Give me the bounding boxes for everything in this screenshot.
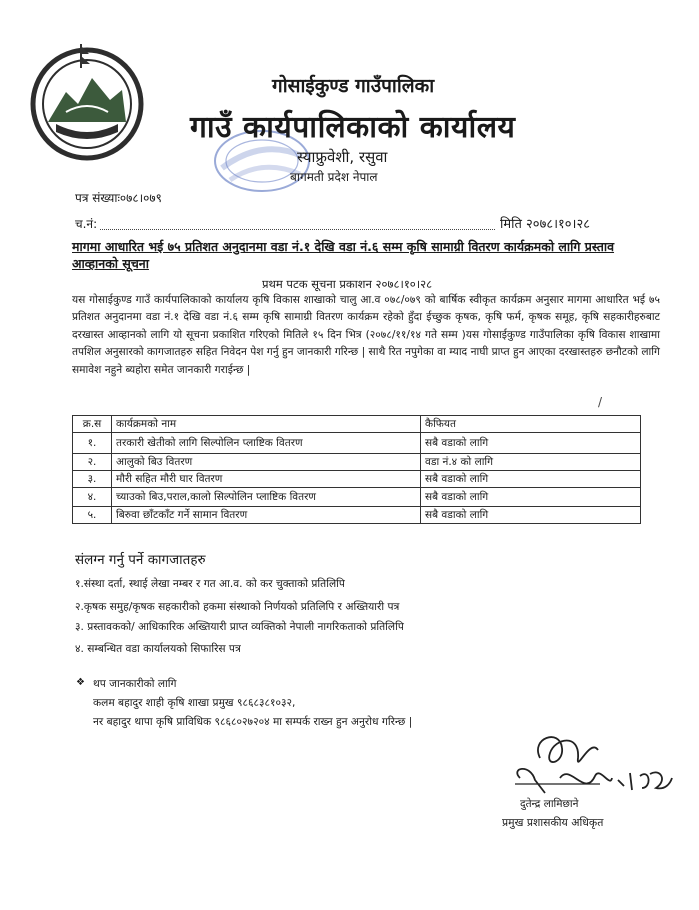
row-remark: सबै वडाको लागि [421, 488, 641, 507]
pen-mark: / [598, 395, 603, 409]
row-remark: सबै वडाको लागि [421, 507, 641, 524]
table-header-remarks: कैफियत [421, 416, 641, 433]
attachment-item: २.कृषक समुह/कृषक सहकारीको हकमा संस्थाको निर्णयको प्रतिलिपि र अख्तियारी पत्र [75, 601, 400, 613]
row-sn: ३. [73, 471, 112, 488]
row-program: च्याउको बिउ,पराल,कालो सिल्पोलिन प्लाष्टिक वितरण [112, 488, 421, 507]
table-row [73, 433, 641, 454]
program-table [72, 415, 641, 524]
row-sn: २. [73, 454, 112, 471]
row-sn: ५. [73, 507, 112, 524]
table-header-program: कार्यक्रमको नाम [112, 416, 421, 433]
notice-body: यस गोसाईकुण्ड गाउँ कार्यपालिकाको कार्यालय कृषि विकास शाखाको चालु आ.व ०७८/०७९ को बार्षिक स्वीकृत कार्यक्रम अनुसार मागमा आधारित भई ७५ प्रतिशत अनुदानमा वडा नं.१ देखि वडा नं.६ सम्म कृषि सामाग्री वितरण कार्यक्रम रहेको हुँदा ईच्छुक कृषक, कृषि फर्म, कृषक समूह, कृषि सहकारीहरुबाट दरखास्त आव्हानको लागि यो सूचना प्रकाशित गरिएको मितिले १५ दिन भित्र (२०७८/११/१४ गते सम्म )यस गोसाईकुण्ड गाउँपालिका कृषि विकास शाखामा तपशिल अनुसारको कागजातहरु सहित निवेदन पेश गर्नु हुन जानकारी गरिन्छ | साथै रित नपुगेका वा म्याद नाघी प्राप्त हुन आएका दरखास्तहरु छनौटको लागि समावेश नहुने ब्यहोरा समेत जानकारी गराईन्छ | [72, 294, 660, 376]
table-row [73, 454, 641, 471]
row-remark: सबै वडाको लागि [421, 471, 641, 488]
attachment-item: १.संस्था दर्ता, स्थाई लेखा नम्बर र गत आ.व. को कर चुक्ताको प्रतिलिपि [75, 578, 345, 590]
dispatch-dotted-line [100, 229, 495, 230]
contact-line: कलम बहादुर शाही कृषि शाखा प्रमुख ९८६८३८१०३२, [93, 697, 296, 709]
table-header-sn: क्र.स [73, 416, 112, 433]
row-remark: वडा नं.४ को लागि [421, 454, 641, 471]
province-name: बागमती प्रदेश नेपाल [290, 170, 378, 184]
office-name: गाउँ कार्यपालिकाको कार्यालय [190, 110, 516, 145]
reference-number: पत्र संख्याः०७८।०७९ [75, 191, 162, 205]
table-header-row [73, 416, 641, 433]
municipality-name: गोसाईकुण्ड गाउँपालिका [272, 75, 435, 97]
row-program: तरकारी खेतीको लागि सिल्पोलिन प्लाष्टिक वितरण [112, 433, 421, 454]
letter-date: मिति २०७८।१०।२८ [500, 217, 590, 232]
row-program: आलुको बिउ वितरण [112, 454, 421, 471]
contact-heading: थप जानकारीको लागि [93, 678, 177, 690]
table-row [73, 471, 641, 488]
table-row [73, 488, 641, 507]
dispatch-number: च.नं: [75, 217, 98, 231]
diamond-bullet-icon: ❖ [76, 677, 85, 688]
row-sn: १. [73, 433, 112, 454]
contact-line: नर बहादुर थापा कृषि प्राविधिक ९८६८०२७२०४ मा सम्पर्क राख्न हुन अनुरोध गरिन्छ | [93, 716, 413, 728]
municipality-emblem-logo [26, 40, 148, 164]
attachment-item: ३. प्रस्तावकको/ आधिकारिक अख्तियारी प्राप्त व्यक्तिको नेपाली नागरिकताको प्रतिलिपि [75, 621, 404, 633]
signatory-title: प्रमुख प्रशासकीय अधिकृत [502, 816, 604, 829]
row-sn: ४. [73, 488, 112, 507]
row-remark: सबै वडाको लागि [421, 433, 641, 454]
row-program: बिरुवा छाँटकाँट गर्ने सामान वितरण [112, 507, 421, 524]
row-program: मौरी सहित मौरी घार वितरण [112, 471, 421, 488]
handwritten-signature [500, 718, 675, 808]
first-publication-note: प्रथम पटक सूचना प्रकाशन २०७८।१०।२८ [262, 277, 433, 291]
attachment-item: ४. सम्बन्धित वडा कार्यालयको सिफारिस पत्र [75, 643, 241, 655]
notice-subject: मागमा आधारित भई ७५ प्रतिशत अनुदानमा वडा नं.१ देखि वडा नं.६ सम्म कृषि सामाग्री वितरण कार्यक्रमको लागि प्रस्ताव आव्हानको सूचना [72, 239, 615, 271]
attachments-title: संलग्न गर्नु पर्ने कागजातहरु [75, 552, 206, 568]
office-location: स्याफ्रुवेशी, रसुवा [297, 148, 388, 166]
signatory-name: दुतेन्द्र लामिछाने [520, 798, 579, 810]
table-row [73, 507, 641, 524]
